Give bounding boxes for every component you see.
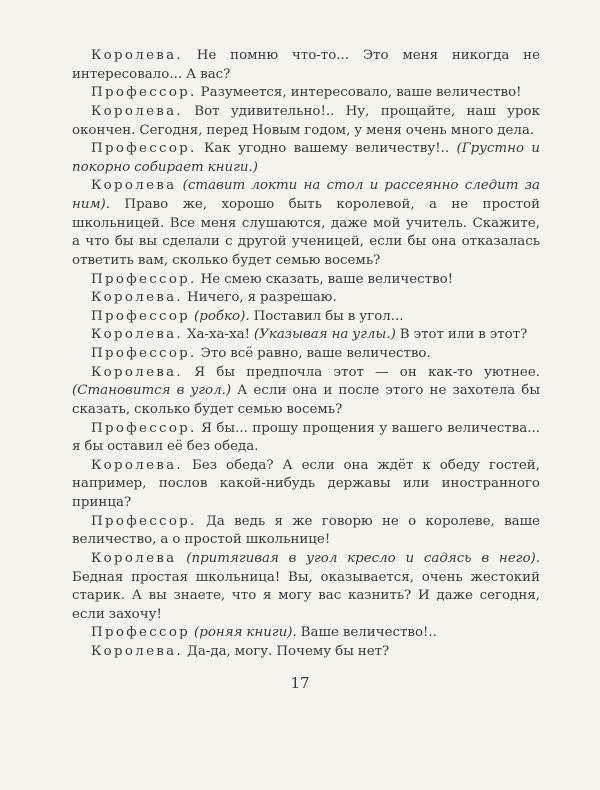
speaker-name: Профессор <box>91 308 191 324</box>
dialogue-paragraph <box>72 420 540 457</box>
speaker-name: Королева <box>91 550 177 566</box>
stage-direction: (Становится в угол.) <box>72 383 232 399</box>
stage-direction: (роняя книги). <box>194 625 297 641</box>
dialogue-paragraph <box>72 457 540 513</box>
speech-text: Не смею сказать, ваше величество! <box>200 271 454 287</box>
speech-text: Ха-ха-ха! <box>186 327 254 343</box>
speech-text: А если она и после этого не захотела бы сказать, сколько будет семью восемь? <box>72 383 541 417</box>
speech-text: В этот или в этот? <box>395 327 528 343</box>
dialogue-paragraph <box>72 308 540 327</box>
dialogue-paragraph <box>72 513 540 550</box>
dialogue-paragraph <box>72 624 540 643</box>
speech-text: Не помню что-то... Это меня никогда не интересовало... А вас? <box>72 48 540 82</box>
speaker-name: Профессор. <box>91 85 197 101</box>
speaker-name: Профессор. <box>91 420 197 436</box>
speech-text: Бедная простая школьница! Вы, оказывается, очень жестокий старик. А вы знаете, что я могу вас казнить? И даже сегодня, если захочу! <box>72 569 540 622</box>
speaker-name: Королева. <box>91 48 183 63</box>
stage-direction: (притягивая в угол кресло и садясь в него). <box>186 550 540 566</box>
stage-direction: (Грустно и покорно собирает книги.) <box>72 141 541 175</box>
dialogue-paragraph <box>72 550 540 625</box>
dialogue-paragraph <box>72 271 540 290</box>
dialogue-text <box>72 47 540 662</box>
dialogue-paragraph <box>72 364 540 420</box>
dialogue-paragraph <box>72 177 540 270</box>
dialogue-paragraph <box>72 289 540 308</box>
speech-text: Как угодно вашему величеству!.. <box>204 141 457 157</box>
speech-text: Ничего, я разрешаю. <box>186 290 337 306</box>
dialogue-paragraph <box>72 84 540 103</box>
speaker-name: Королева. <box>91 457 183 473</box>
speaker-name: Профессор. <box>91 271 197 287</box>
speaker-name: Профессор <box>91 625 191 641</box>
dialogue-paragraph <box>72 47 540 84</box>
speaker-name: Профессор. <box>91 513 197 529</box>
speaker-name: Королева <box>91 178 177 194</box>
speech-text: Без обеда? А если она ждёт к обеду гостей, например, послов какой-нибудь державы или иностранного принца? <box>72 457 540 510</box>
speaker-name: Профессор. <box>91 141 197 157</box>
speaker-name: Королева. <box>91 103 183 119</box>
speech-text: Поставил бы в угол... <box>249 308 404 324</box>
dialogue-paragraph <box>72 140 540 177</box>
speech-text: Да-да, могу. Почему бы нет? <box>186 644 390 659</box>
speech-text: Разумеется, интересовало, ваше величество! <box>200 85 522 101</box>
dialogue-paragraph <box>72 345 540 364</box>
page-number: 17 <box>290 674 310 692</box>
speech-text: Да ведь я же говорю не о королеве, ваше величество, а о простой школьнице! <box>72 513 540 548</box>
speech-text: Ваше величество!.. <box>296 625 437 641</box>
speaker-name: Королева. <box>91 327 183 343</box>
speaker-name: Профессор. <box>91 346 197 361</box>
stage-direction: (робко). <box>194 308 250 324</box>
speech-text: Право же, хорошо быть королевой, а не простой школьницей. Все меня слушаются, даже мой учитель. Скажите, а что бы вы сделали с другой ученицей, если бы она отказалась ответить вам, сколько будет семью восемь? <box>72 197 540 268</box>
speech-text: Я бы... прошу прощения у вашего величества... я бы оставил её без обеда. <box>72 420 540 455</box>
stage-direction: (Указывая на углы.) <box>253 327 396 343</box>
stage-direction: (ставит локти на стол и рассеянно следит за ним). <box>72 178 540 212</box>
speaker-name: Королева. <box>91 644 183 659</box>
dialogue-paragraph <box>72 326 540 345</box>
speech-text: Вот удивительно!.. Ну, прощайте, наш урок окончен. Сегодня, перед Новым годом, у меня очень много дела. <box>72 103 540 138</box>
dialogue-paragraph <box>72 103 540 140</box>
speech-text: Это всё равно, ваше величество. <box>200 346 431 361</box>
speech-text: Я бы предпочла этот — он как-то уютнее. <box>194 364 540 380</box>
dialogue-paragraph <box>72 643 540 662</box>
speaker-name: Королева. <box>91 364 183 380</box>
speaker-name: Королева. <box>91 290 183 306</box>
